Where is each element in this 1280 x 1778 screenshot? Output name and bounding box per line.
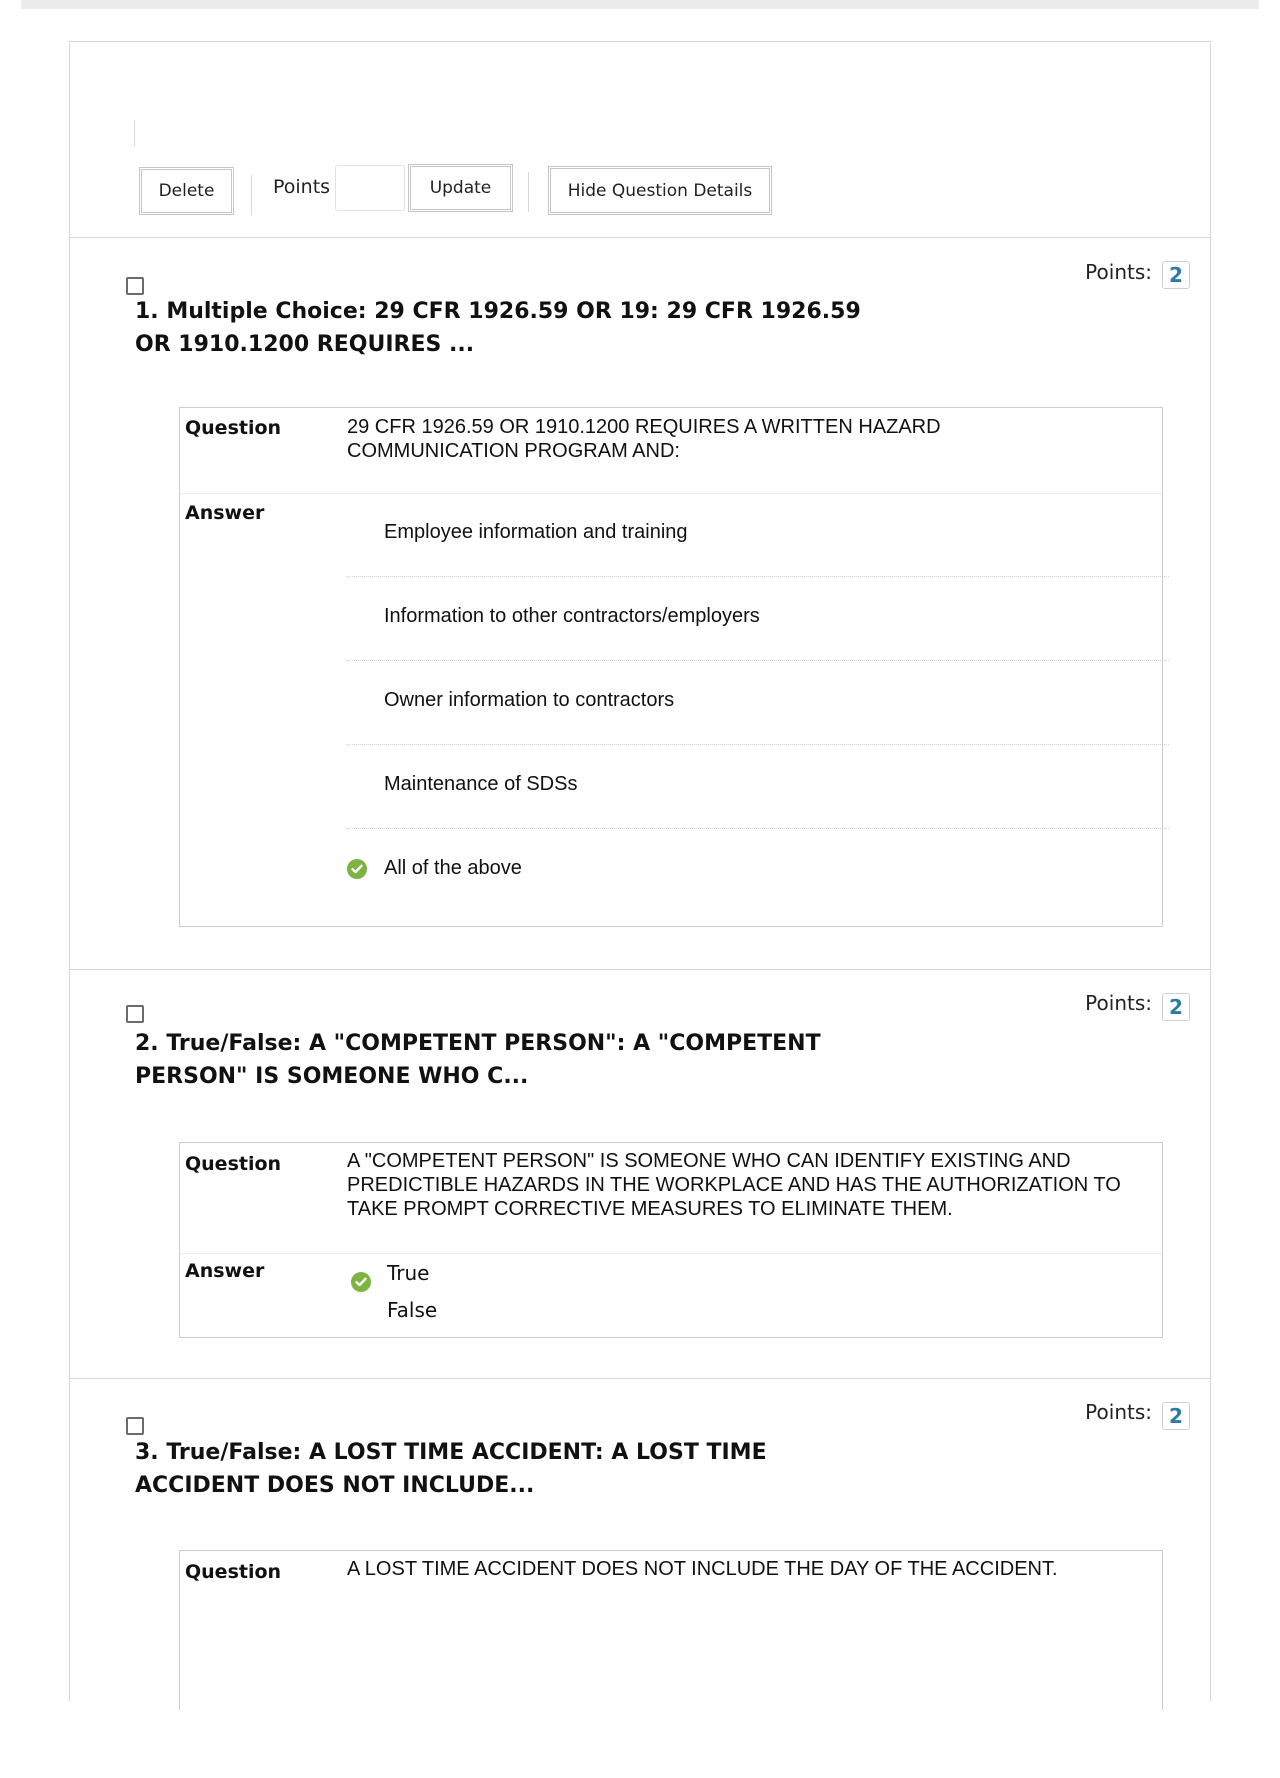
answer-row-label: Answer [185,1260,265,1282]
update-button[interactable]: Update [408,164,513,212]
row-separator [180,1253,1162,1254]
answer-option [347,577,1169,661]
toolbar-divider [251,175,252,215]
question-select-checkbox[interactable] [126,1417,144,1435]
answer-text: Information to other contractors/employers [384,605,760,627]
points-label: Points: [1085,1400,1152,1424]
hide-question-details-button[interactable]: Hide Question Details [548,166,772,215]
answer-true-text: True [387,1261,430,1285]
question-select-checkbox[interactable] [126,277,144,295]
points-label: Points: [1085,991,1152,1015]
points-label: Points [273,176,331,198]
answer-row-label: Answer [185,502,265,524]
question-select-checkbox[interactable] [126,1005,144,1023]
answer-text: All of the above [384,857,522,879]
question-text: A LOST TIME ACCIDENT DOES NOT INCLUDE THE DAY OF THE ACCIDENT. [347,1558,1058,1580]
question-item [70,969,1210,1379]
question-text: A "COMPETENT PERSON" IS SOMEONE WHO CAN IDENTIFY EXISTING AND PREDICTIBLE HAZARDS IN THE WORKPLACE AND HAS THE AUTHORIZATION TO TAKE PROMPT CORRECTIVE MEASURES TO ELIMINATE THEM. [347,1150,1121,1220]
answer-option-correct [347,829,1169,913]
question-details-table [179,407,1163,927]
question-toolbar [70,42,1210,238]
delete-button[interactable]: Delete [139,167,234,215]
question-text: 29 CFR 1926.59 OR 1910.1200 REQUIRES A WRITTEN HAZARD COMMUNICATION PROGRAM AND: [347,416,941,462]
toolbar-divider [528,172,529,212]
points-value-badge[interactable]: 2 [1162,993,1190,1021]
question-item [70,1378,1210,1778]
question-details-table [179,1550,1163,1710]
question-row-label: Question [185,417,282,439]
points-value-badge[interactable]: 2 [1162,1402,1190,1430]
correct-answer-check-icon [351,1272,371,1292]
answer-text: Maintenance of SDSs [384,773,578,795]
question-title: 3. True/False: A LOST TIME ACCIDENT: A LOST TIME ACCIDENT DOES NOT INCLUDE... [135,1440,767,1498]
answer-option [347,661,1169,745]
correct-answer-check-icon [347,859,367,879]
question-row-label: Question [185,1561,282,1583]
top-bar [21,0,1259,9]
points-label: Points: [1085,260,1152,284]
question-panel [69,41,1211,1701]
points-input[interactable] [335,165,405,211]
answer-false-text: False [387,1298,438,1322]
answer-text: Owner information to contractors [384,689,675,711]
points-value-badge[interactable]: 2 [1162,261,1190,289]
question-item [70,237,1210,970]
question-details-table [179,1142,1163,1338]
answer-text: Employee information and training [384,521,688,543]
answer-option [347,745,1169,829]
question-title: 1. Multiple Choice: 29 CFR 1926.59 OR 19: 29 CFR 1926.59 OR 1910.1200 REQUIRES ... [135,299,861,357]
question-row-label: Question [185,1153,282,1175]
answer-option [347,493,1169,577]
toolbar-divider [134,120,135,146]
question-title: 2. True/False: A "COMPETENT PERSON": A "COMPETENT PERSON" IS SOMEONE WHO C... [135,1031,821,1089]
